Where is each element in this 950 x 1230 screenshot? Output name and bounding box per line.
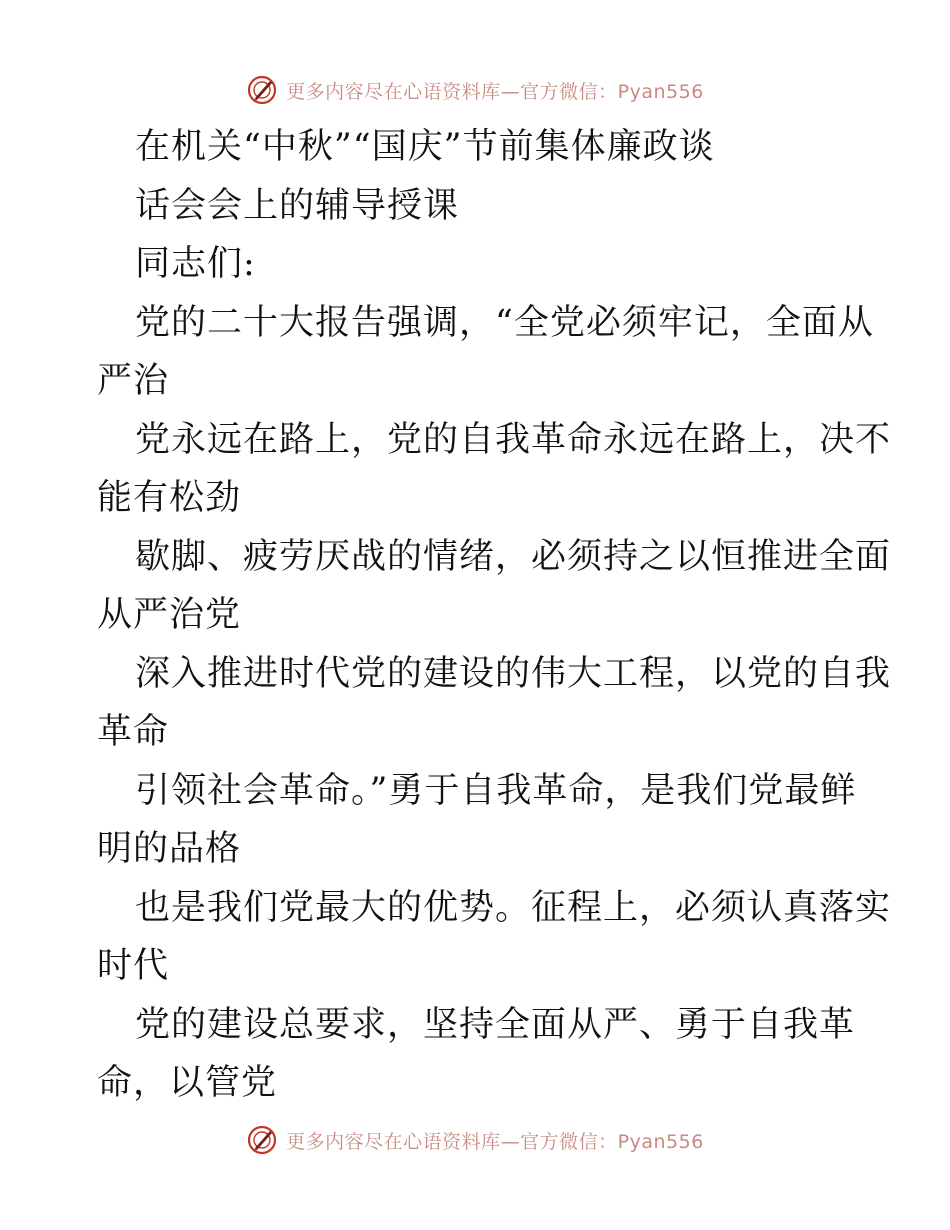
body-line: 从严治党 xyxy=(97,595,242,635)
body-line: 深入推进时代党的建设的伟大工程，以党的自我 xyxy=(135,653,892,694)
title-line-2: 话会会上的辅导授课 xyxy=(135,185,460,226)
body-line: 也是我们党最大的优势。征程上，必须认真落实 xyxy=(135,887,892,928)
body-line: 能有松劲 xyxy=(97,478,242,518)
pen-logo-icon xyxy=(246,74,278,106)
pen-logo-icon xyxy=(246,1124,278,1156)
body-line: 革命 xyxy=(97,712,170,752)
footer-watermark xyxy=(0,1120,950,1160)
header-watermark xyxy=(0,70,950,110)
body-line: 严治 xyxy=(97,361,170,401)
document-body xyxy=(97,118,892,1113)
body-line: 命，以管党 xyxy=(97,1063,278,1103)
body-line: 党永远在路上，党的自我革命永远在路上，决不 xyxy=(135,419,892,460)
body-line: 党的建设总要求，坚持全面从严、勇于自我革 xyxy=(135,1004,856,1045)
watermark-text: 更多内容尽在心语资料库—官方微信：Pyan556 xyxy=(286,1130,704,1153)
body-line: 歇脚、疲劳厌战的情绪，必须持之以恒推进全面 xyxy=(135,536,892,577)
title-line-1: 在机关“中秋”“国庆”节前集体廉政谈 xyxy=(135,127,715,167)
body-line: 党的二十大报告强调，“全党必须牢记，全面从 xyxy=(135,302,874,343)
body-line: 明的品格 xyxy=(97,829,242,869)
body-line: 引领社会革命。”勇于自我革命，是我们党最鲜 xyxy=(135,770,857,811)
watermark-text: 更多内容尽在心语资料库—官方微信：Pyan556 xyxy=(286,80,704,103)
body-line: 时代 xyxy=(97,946,170,986)
salutation: 同志们: xyxy=(135,244,256,284)
